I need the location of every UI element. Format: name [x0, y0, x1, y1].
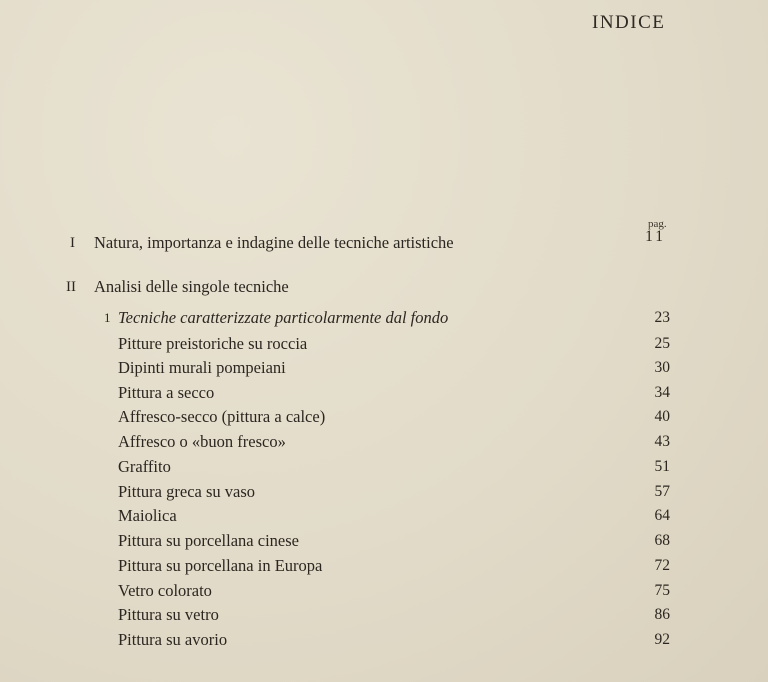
entry-title: Affresco-secco (pittura a calce)	[118, 407, 326, 426]
entry-title: Maiolica	[118, 506, 177, 525]
toc-entry	[118, 333, 670, 355]
toc-entry	[118, 481, 670, 503]
entry-page: 25	[654, 335, 670, 352]
toc-entry	[118, 580, 670, 602]
entry-page: 34	[654, 384, 670, 401]
toc-entry	[118, 382, 670, 404]
entry-page: 43	[654, 433, 670, 450]
entry-page: 72	[654, 557, 670, 574]
entry-title: Vetro colorato	[118, 581, 212, 600]
entry-page: 30	[654, 359, 670, 376]
entry-page: 75	[654, 582, 670, 599]
pag-column-label: pag.	[648, 218, 667, 230]
chapter-numeral: II	[66, 279, 76, 295]
toc-entry	[118, 604, 670, 626]
entry-title: Pittura su porcellana cinese	[118, 531, 299, 550]
toc-entry	[118, 530, 670, 552]
entry-title: Pittura su avorio	[118, 630, 228, 649]
toc-entry	[118, 505, 670, 527]
entry-title: Graffito	[118, 457, 171, 476]
toc-section	[104, 307, 670, 329]
entry-title: Pittura greca su vaso	[118, 482, 256, 501]
entry-page: 86	[654, 606, 670, 623]
entry-page: 64	[654, 507, 670, 524]
toc-entry	[118, 431, 670, 453]
entry-title: Pittura su porcellana in Europa	[118, 556, 323, 575]
section-title: Tecniche caratterizzate particolarmente dal fondo	[118, 308, 449, 327]
entry-page: 51	[654, 458, 670, 475]
page-title: INDICE	[592, 12, 666, 33]
entry-title: Dipinti murali pompeiani	[118, 358, 286, 377]
entry-page: 92	[654, 631, 670, 648]
chapter-title: Analisi delle singole tecniche	[94, 277, 289, 296]
entry-page: 68	[654, 532, 670, 549]
entry-title: Pitture preistoriche su roccia	[118, 334, 308, 353]
entry-title: Pittura a secco	[118, 383, 215, 402]
entry-page: 40	[654, 408, 670, 425]
toc-entry	[118, 406, 670, 428]
toc-entry	[118, 456, 670, 478]
entry-page: 57	[654, 483, 670, 500]
chapter-title: Natura, importanza e indagine delle tecniche artistiche	[94, 233, 454, 252]
entry-title: Pittura su vetro	[118, 605, 219, 624]
section-page: 23	[654, 309, 670, 326]
toc-entry	[118, 629, 670, 651]
entry-title: Affresco o «buon fresco»	[118, 432, 286, 451]
toc-entry	[118, 555, 670, 577]
section-numeral: 1	[104, 310, 111, 325]
chapter-numeral: I	[70, 235, 75, 251]
toc-entry	[118, 357, 670, 379]
chapter-page: 11	[645, 228, 666, 245]
toc-chapter	[66, 276, 670, 298]
toc-chapter	[70, 228, 670, 254]
